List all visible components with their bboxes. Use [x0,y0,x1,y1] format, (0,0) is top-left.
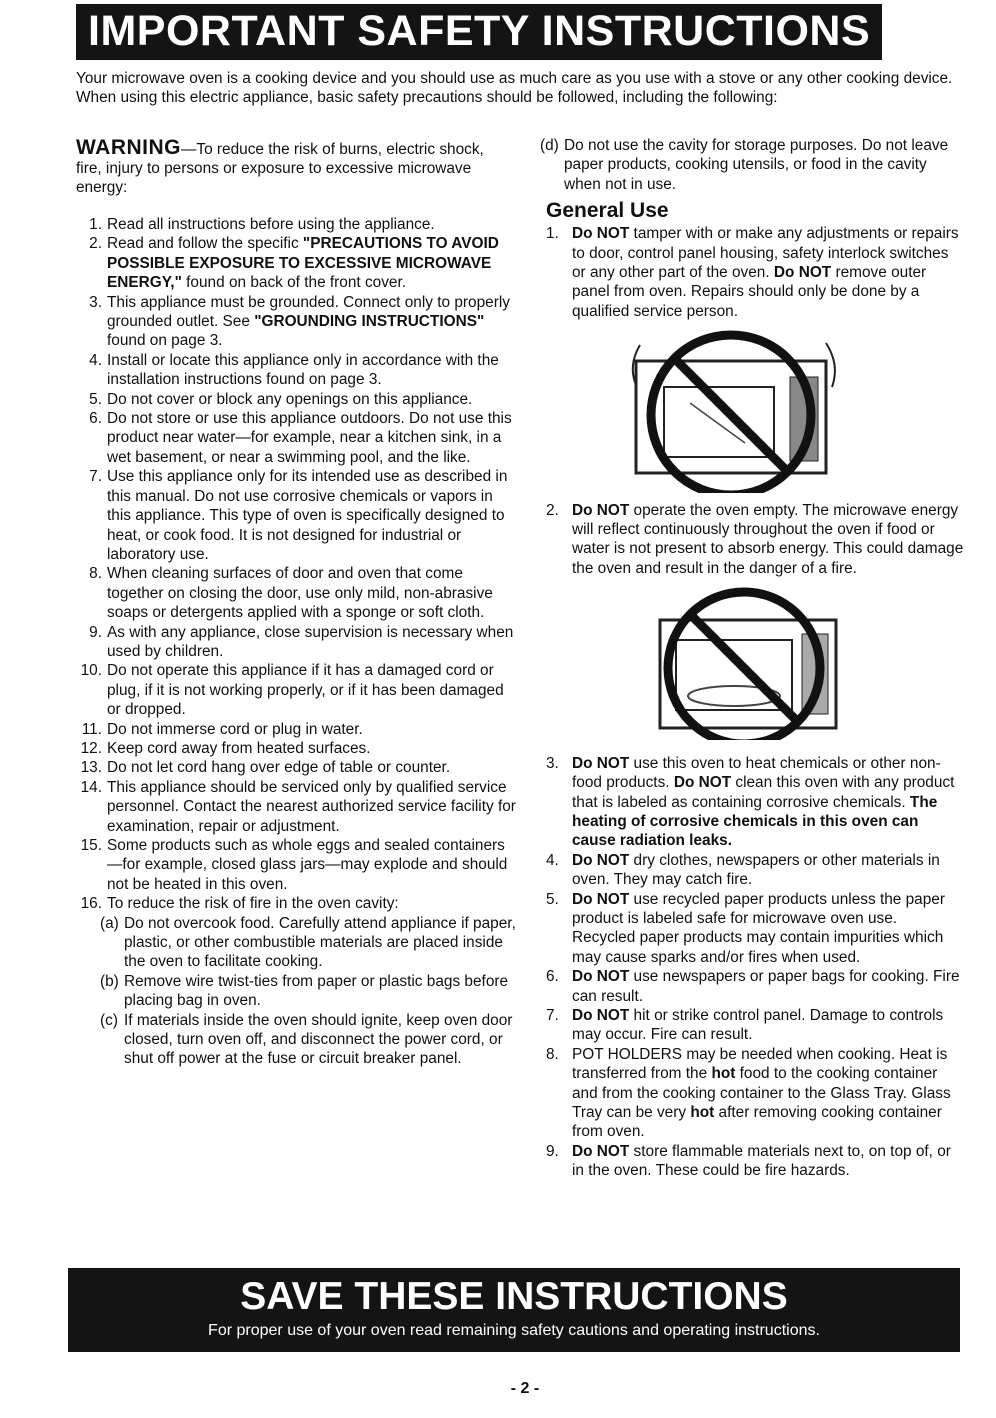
item-emphasis: Do NOT [572,890,630,908]
item-text: Some products such as whole eggs and sealed containers—for example, closed glass jars—may explode and should not be heated in this oven. [107,837,508,893]
item-number: 2. [546,501,559,519]
item-emphasis: Do NOT [773,264,832,282]
item-text: To reduce the risk of fire in the oven cavity: [107,895,399,913]
item-number: 12. [80,739,102,757]
item-number: 7. [546,1006,559,1024]
list-item [76,778,516,836]
item-text: after removing cooking container from oven. [572,1104,942,1141]
item-text: Do not store or use this appliance outdoors. Do not use this product near water—for example, near a kitchen sink, in a wet basement, or near a swimming pool, and the like. [107,410,512,466]
general-use-item [546,1142,964,1181]
item-text: Do not cover or block any openings on this appliance. [107,390,473,408]
general-use-item [546,754,964,851]
item-emphasis: "PRECAUTIONS TO AVOID POSSIBLE EXPOSURE TO EXCESSIVE MICROWAVE ENERGY," [107,235,499,292]
item-text: found on back of the front cover. [181,274,407,292]
list-item [76,409,516,467]
sub-item-text: Do not overcook food. Carefully attend appliance if paper, plastic, or other combustible materials are placed inside the oven to facilitate cooking. [124,914,516,971]
item-number: 7. [89,468,102,486]
item-number: 16. [80,895,102,913]
list-item [76,467,516,564]
warning-label: WARNING [76,136,181,159]
general-use-heading: General Use [546,199,669,223]
list-item [76,661,516,719]
list-item [76,739,516,758]
sub-item-label: (d) [540,137,559,154]
prohibition-illustration [540,325,958,493]
item-number: 9. [546,1142,559,1160]
intro-paragraph-1: Your microwave oven is a cooking device and you should use as much care as you use with a stove or any other cooking device. [76,70,953,87]
item-emphasis: hot [690,1104,715,1121]
item-number: 5. [546,890,559,908]
item-number: 9. [89,623,102,641]
item-number: 4. [89,351,102,369]
sub-item-text: If materials inside the oven should ignite, keep oven door closed, turn oven off, and disconnect the power cord, or shut off power at the fuse or circuit breaker panel. [124,1011,513,1068]
item-number: 4. [546,851,559,869]
item-number: 2. [89,235,102,253]
item-emphasis: Do NOT [572,968,630,986]
item-text: found on page 3. [107,332,223,350]
item-number: 11. [81,720,102,738]
item-text: Do not let cord hang over edge of table or counter. [107,759,451,777]
item-text: Use this appliance only for its intended use as described in this manual. Do not use corrosive chemicals or vapors in this appliance. This type of oven is specifically designed to heat, or cook food. It is not designed for industrial or laboratory use. [107,468,508,563]
item-emphasis: Do NOT [572,1142,630,1160]
item-number: 8. [89,565,102,583]
item-text: use this oven to heat chemicals or other non-food products. [572,754,941,792]
item-number: 13. [80,759,102,777]
item-text: use newspapers or paper bags for cooking. Fire can result. [572,968,960,1005]
fire-risk-sublist-continued [516,136,964,194]
intro-paragraph-2: When using this electric appliance, basic safety precautions should be followed, including the following: [76,89,778,106]
list-item [76,351,516,390]
footer-title: SAVE THESE INSTRUCTIONS [240,1275,788,1318]
sub-item [76,972,516,1011]
item-text: clean this oven with any product that is labeled as containing corrosive chemicals. [572,774,955,811]
list-item [76,564,516,622]
footer-banner [68,1268,960,1352]
list-item [76,623,516,662]
item-number: 14. [80,778,102,796]
item-text: Do not immerse cord or plug in water. [107,720,363,738]
general-use-item [546,890,964,968]
item-text: This appliance must be grounded. Connect only to properly grounded outlet. See [107,293,510,331]
item-number: 1. [546,225,559,243]
warning-block [76,138,491,197]
item-number: 3. [546,754,559,772]
item-text: Read all instructions before using the appliance. [107,216,435,233]
item-number: 15. [80,837,102,854]
list-item [76,293,516,351]
item-number: 5. [89,390,102,408]
sub-item [76,1011,516,1069]
list-item [76,234,516,292]
item-number: 3. [89,293,102,311]
sub-item-label: (a) [100,914,119,932]
item-text: Keep cord away from heated surfaces. [107,739,371,757]
sub-item-label: (c) [100,1011,118,1029]
item-number: 8. [546,1045,559,1063]
item-number: 6. [89,410,102,428]
sub-item-text: Remove wire twist-ties from paper or plastic bags before placing bag in oven. [124,972,509,1010]
item-text: Install or locate this appliance only in accordance with the installation instructions found on page 3. [107,351,499,389]
general-use-item [546,1045,964,1142]
item-text: hit or strike control panel. Damage to controls may occur. Fire can result. [572,1006,944,1044]
figure-no-tamper [540,325,964,498]
item-text: operate the oven empty. The microwave energy will reflect continuously throughout the oven if food or water is not present to absorb energy. This could damage the oven and result in the danger of a fire. [572,501,964,577]
item-text: Do not operate this appliance if it has a damaged cord or plug, if it is not working properly, or if it has been damaged or dropped. [107,662,504,719]
list-item [76,758,516,777]
page-number: - 2 - [510,1380,540,1397]
item-text: use recycled paper products unless the paper product is labeled safe for microwave oven use. Recycled paper products may contain impurities which may cause sparks and/or fires when used. [572,890,945,966]
list-item [76,720,516,739]
item-text: This appliance should be serviced only by qualified service personnel. Contact the nearest authorized service facility for examination, repair or adjustment. [107,778,516,835]
general-use-list [546,224,964,1180]
item-emphasis: Do NOT [572,851,630,869]
prohibition-slash [674,358,788,472]
sub-item-text: Do not use the cavity for storage purposes. Do not leave paper products, cooking utensils, or food in the cavity when not in use. [564,137,949,193]
item-emphasis: Do NOT [572,1006,630,1024]
item-number: 1. [89,216,102,233]
sub-item-label: (b) [100,972,119,990]
general-use-item [546,967,964,1006]
list-item [76,894,516,913]
header-banner [76,4,882,60]
item-text: store flammable materials next to, on top of, or in the oven. These could be fire hazards. [572,1142,951,1180]
general-use-item [546,1006,964,1045]
list-item [76,215,516,234]
general-use-item [546,501,964,579]
item-text: When cleaning surfaces of door and oven that come together on closing the door, use only mild, non-abrasive soaps or detergents applied with a sponge or soft cloth. [107,565,493,622]
item-text: dry clothes, newspapers or other materials in oven. They may catch fire. [572,851,940,889]
item-emphasis: Do NOT [673,774,732,792]
item-text: As with any appliance, close supervision is necessary when used by children. [107,623,514,660]
item-emphasis: Do NOT [572,501,630,519]
item-text: POT HOLDERS may be needed when cooking. Heat is transferred from the [572,1045,948,1083]
item-emphasis: hot [711,1065,736,1083]
item-text: remove outer panel from oven. Repairs should only be done by a qualified service person. [572,264,927,320]
item-text: food to the cooking container and from the cooking container to the Glass Tray. Glass Tray can be very [572,1065,951,1121]
right-column [540,136,964,1181]
item-text: tamper with or make any adjustments or repairs to door, control panel housing, safety interlock switches or any other part of the oven. [572,225,959,282]
warning-text: —To reduce the risk of burns, electric shock, fire, injury to persons or exposure to excessive microwave energy: [76,141,484,196]
item-emphasis: The heating of corrosive chemicals in this oven can cause radiation leaks. [572,793,938,850]
general-use-item [546,851,964,890]
general-use-item [546,224,964,321]
item-number: 6. [546,968,559,986]
sub-item [76,914,516,972]
sub-item [516,136,964,194]
safety-list [76,215,516,914]
item-text: Read and follow the specific [107,235,303,253]
page-title: IMPORTANT SAFETY INSTRUCTIONS [88,7,871,55]
fire-risk-sublist [76,914,516,1069]
list-item [76,390,516,409]
list-item [76,836,516,894]
intro-text [76,69,956,107]
footer-subtitle: For proper use of your oven read remaining safety cautions and operating instructions. [208,1322,820,1339]
prohibition-illustration [540,580,958,740]
item-number: 10. [80,662,102,680]
figure-no-empty-oven [540,580,964,745]
item-emphasis: "GROUNDING INSTRUCTIONS" [254,313,485,331]
left-column [76,138,516,1069]
item-emphasis: Do NOT [572,754,630,772]
item-emphasis: Do NOT [572,225,630,243]
